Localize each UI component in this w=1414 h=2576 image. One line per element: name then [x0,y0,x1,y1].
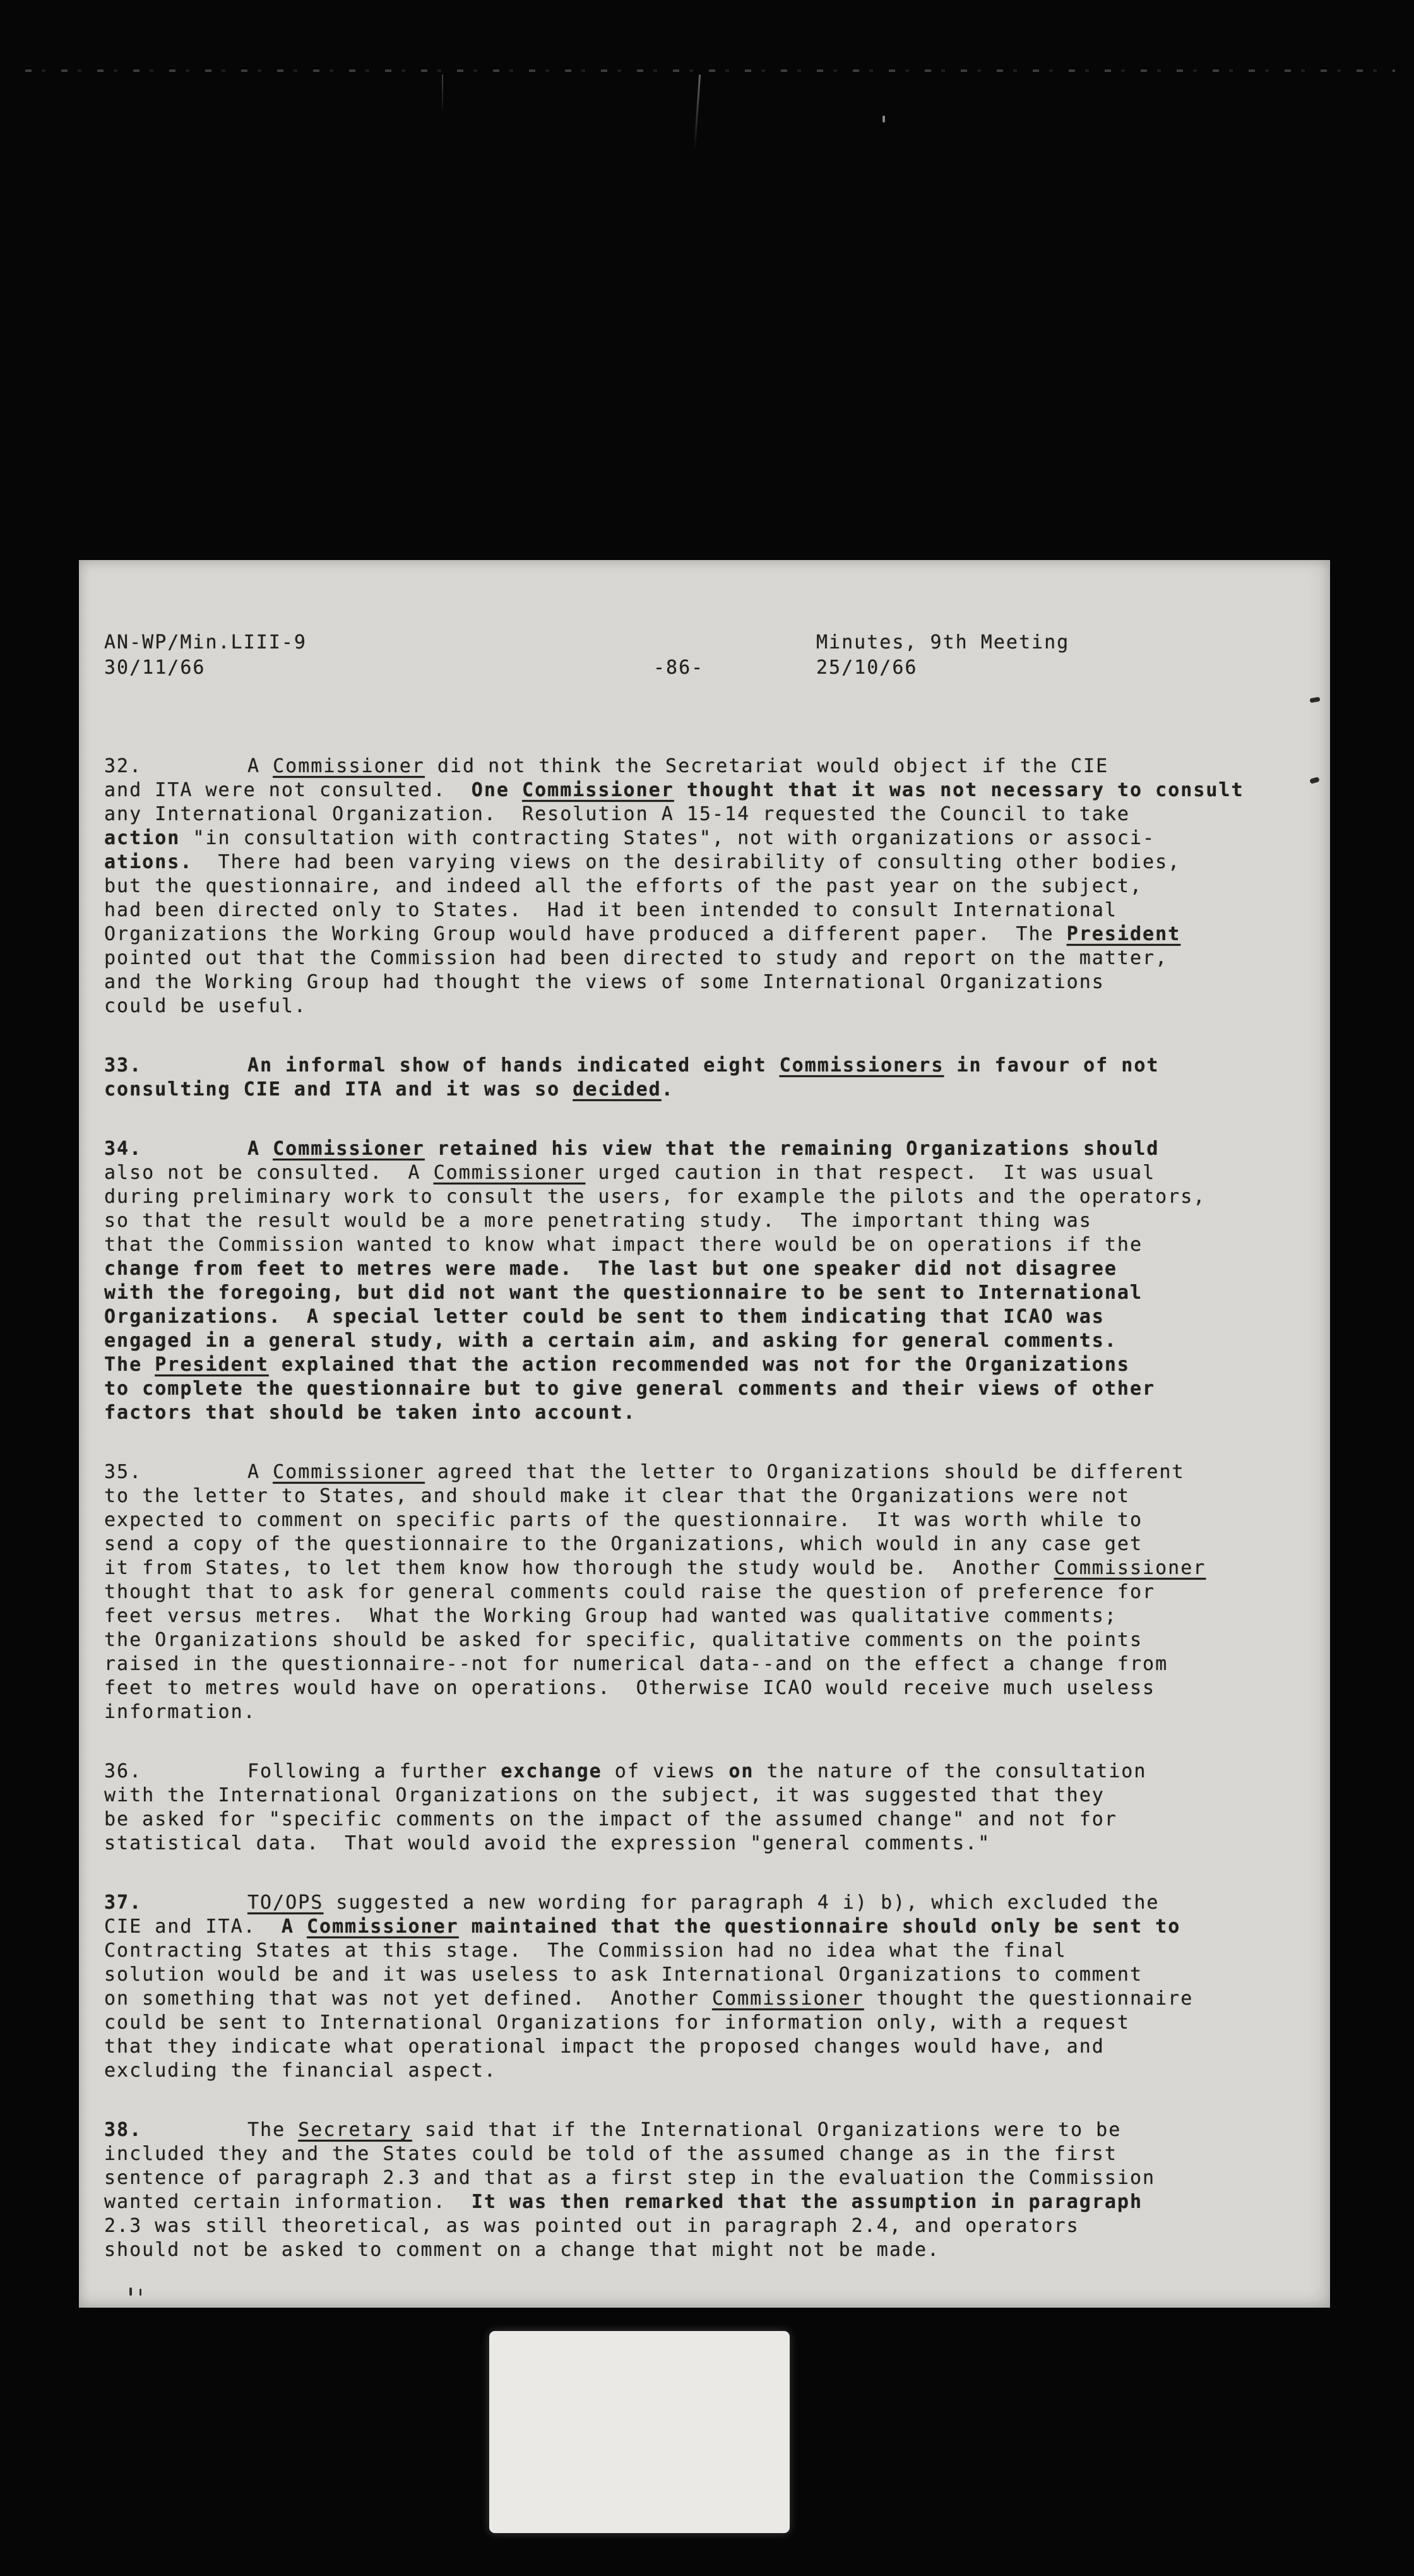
meeting-title: Minutes, 9th Meeting [816,631,1070,653]
underlined-term: Commissioner [522,779,674,801]
film-scratch-streak [694,75,701,150]
text-line: factors that should be taken into account. [104,1402,636,1424]
paragraph-number: 35. [104,1461,143,1483]
text-line: also not be consulted. A Commissioner urged caution in that respect. It was usual [104,1162,1156,1184]
text-line: that they indicate what operational impact the proposed changes would have, and [104,2036,1105,2058]
document-page [79,560,1330,2308]
underlined-term: Commissioner [711,1988,864,2010]
text-line: thought that to ask for general comments could raise the question of preference for [104,1581,1156,1603]
text-line: ations. There had been varying views on the desirability of consulting other bodies, [104,851,1181,873]
text-line: could be sent to International Organizations for information only, with a request [104,2012,1130,2034]
text-line: excluding the financial aspect. [104,2060,497,2082]
page-number: -86- [653,657,704,679]
text-line: that the Commission wanted to know what impact there would be on operations if the [104,1234,1143,1256]
text-line: 32. A Commissioner did not think the Secretariat would object if the CIE [104,755,1109,777]
underlined-term: Commissioner [273,1461,425,1483]
meeting-date: 25/10/66 [816,657,918,679]
text-line: it from States, to let them know how thorough the study would be. Another Commissioner [104,1557,1206,1579]
text-line: solution would be and it was useless to ask International Organizations to comment [104,1964,1143,1986]
text-line: 36. Following a further exchange of views on the nature of the consultation [104,1760,1147,1782]
paragraph [104,2118,1304,2262]
film-scratch-streak [442,75,443,115]
paragraph [104,1054,1304,1102]
text-line: be asked for "specific comments on the impact of the assumed change" and not for [104,1808,1117,1830]
text-line: the Organizations should be asked for specific, qualitative comments on the points [104,1629,1143,1651]
text-line: 37. TO/OPS suggested a new wording for paragraph 4 i) b), which excluded the [104,1892,1160,1914]
text-line: sentence of paragraph 2.3 and that as a first step in the evaluation the Commission [104,2167,1156,2189]
ink-mark [129,2287,132,2296]
underlined-term: President [1066,923,1181,945]
document-body [104,754,1304,2262]
underlined-term: Commissioners [779,1054,944,1076]
ink-mark [1309,777,1320,784]
text-line: Organizations. A special letter could be sent to them indicating that ICAO was [104,1306,1105,1328]
text-line: engaged in a general study, with a certain aim, and asking for general comments. [104,1330,1117,1352]
film-dust-speck [882,116,885,122]
text-line: to complete the questionnaire but to give general comments and their views of other [104,1378,1156,1400]
underlined-term: President [155,1354,269,1376]
text-line: send a copy of the questionnaire to the Organizations, which would in any case get [104,1533,1143,1555]
text-line: change from feet to metres were made. The last but one speaker did not disagree [104,1258,1117,1280]
text-line: CIE and ITA. A Commissioner maintained that the questionnaire should only be sent to [104,1916,1181,1938]
paragraph-number: 37. [104,1892,143,1914]
text-line: had been directed only to States. Had it been intended to consult International [104,899,1117,921]
text-line: feet versus metres. What the Working Group had wanted was qualitative comments; [104,1605,1117,1627]
text-line: 35. A Commissioner agreed that the letter to Organizations should be different [104,1461,1185,1483]
paragraph-number: 36. [104,1760,143,1782]
text-line: consulting CIE and ITA and it was so decided. [104,1078,674,1100]
text-line: and the Working Group had thought the views of some International Organizations [104,971,1105,993]
text-line: Contracting States at this stage. The Commission had no idea what the final [104,1940,1067,1962]
doc-reference: AN-WP/Min.LIII-9 [104,631,307,653]
paragraph [104,754,1304,1018]
text-line: any International Organization. Resolution A 15-14 requested the Council to take [104,803,1130,825]
text-line: included they and the States could be told of the assumed change as in the first [104,2143,1117,2165]
text-line: 34. A Commissioner retained his view that the remaining Organizations should [104,1138,1160,1160]
underlined-term: Commissioner [273,755,425,777]
text-line: feet to metres would have on operations. Otherwise ICAO would receive much useless [104,1677,1156,1699]
paragraph [104,1891,1304,2083]
underlined-term: decided [573,1078,662,1100]
underlined-term: TO/OPS [247,1892,324,1914]
paragraph [104,1460,1304,1724]
text-line: wanted certain information. It was then remarked that the assumption in paragraph [104,2191,1143,2213]
text-line: 2.3 was still theoretical, as was pointed out in paragraph 2.4, and operators [104,2215,1079,2237]
text-line: could be useful. [104,995,307,1017]
text-line: with the foregoing, but did not want the questionnaire to be sent to International [104,1282,1143,1304]
text-line: on something that was not yet defined. Another Commissioner thought the questionnaire [104,1988,1194,2010]
paragraph-number: 38. [104,2119,143,2141]
underlined-term: Secretary [298,2119,412,2141]
underlined-term: Commissioner [273,1138,425,1160]
text-line: 38. The Secretary said that if the International Organizations were to be [104,2119,1122,2141]
underlined-term: Commissioner [1054,1557,1206,1579]
film-scratch-line [25,69,1395,72]
text-line: pointed out that the Commission had been directed to study and report on the matter, [104,947,1168,969]
text-line: 33. An informal show of hands indicated eight Commissioners in favour of not [104,1054,1160,1076]
ink-mark [140,2289,141,2296]
text-line: so that the result would be a more penetrating study. The important thing was [104,1210,1092,1232]
text-line: during preliminary work to consult the users, for example the pilots and the operators, [104,1186,1206,1208]
text-line: with the International Organizations on the subject, it was suggested that they [104,1784,1105,1806]
underlined-term: Commissioner [307,1916,459,1938]
text-line: information. [104,1701,256,1723]
text-line: but the questionnaire, and indeed all the efforts of the past year on the subject, [104,875,1143,897]
paragraph-number: 34. [104,1138,143,1160]
underlined-term: Commissioner [433,1162,586,1184]
text-line: The President explained that the action recommended was not for the Organizations [104,1354,1130,1376]
text-line: and ITA were not consulted. One Commissioner thought that it was not necessary to consult [104,779,1244,801]
text-line: Organizations the Working Group would have produced a different paper. The President [104,923,1181,945]
text-line: to the letter to States, and should make it clear that the Organizations were not [104,1485,1130,1507]
paragraph [104,1760,1304,1856]
ink-mark [1310,697,1321,703]
text-line: expected to comment on specific parts of the questionnaire. It was worth while to [104,1509,1143,1531]
paragraph [104,1137,1304,1425]
text-line: statistical data. That would avoid the expression "general comments." [104,1832,991,1854]
doc-date: 30/11/66 [104,657,206,679]
film-frame-tab [489,2331,790,2533]
paragraph-number: 33. [104,1054,143,1076]
text-line: raised in the questionnaire--not for numerical data--and on the effect a change from [104,1653,1168,1675]
text-line: should not be asked to comment on a change that might not be made. [104,2239,941,2261]
text-line: action "in consultation with contracting States", not with organizations or associ- [104,827,1156,849]
paragraph-number: 32. [104,755,143,777]
